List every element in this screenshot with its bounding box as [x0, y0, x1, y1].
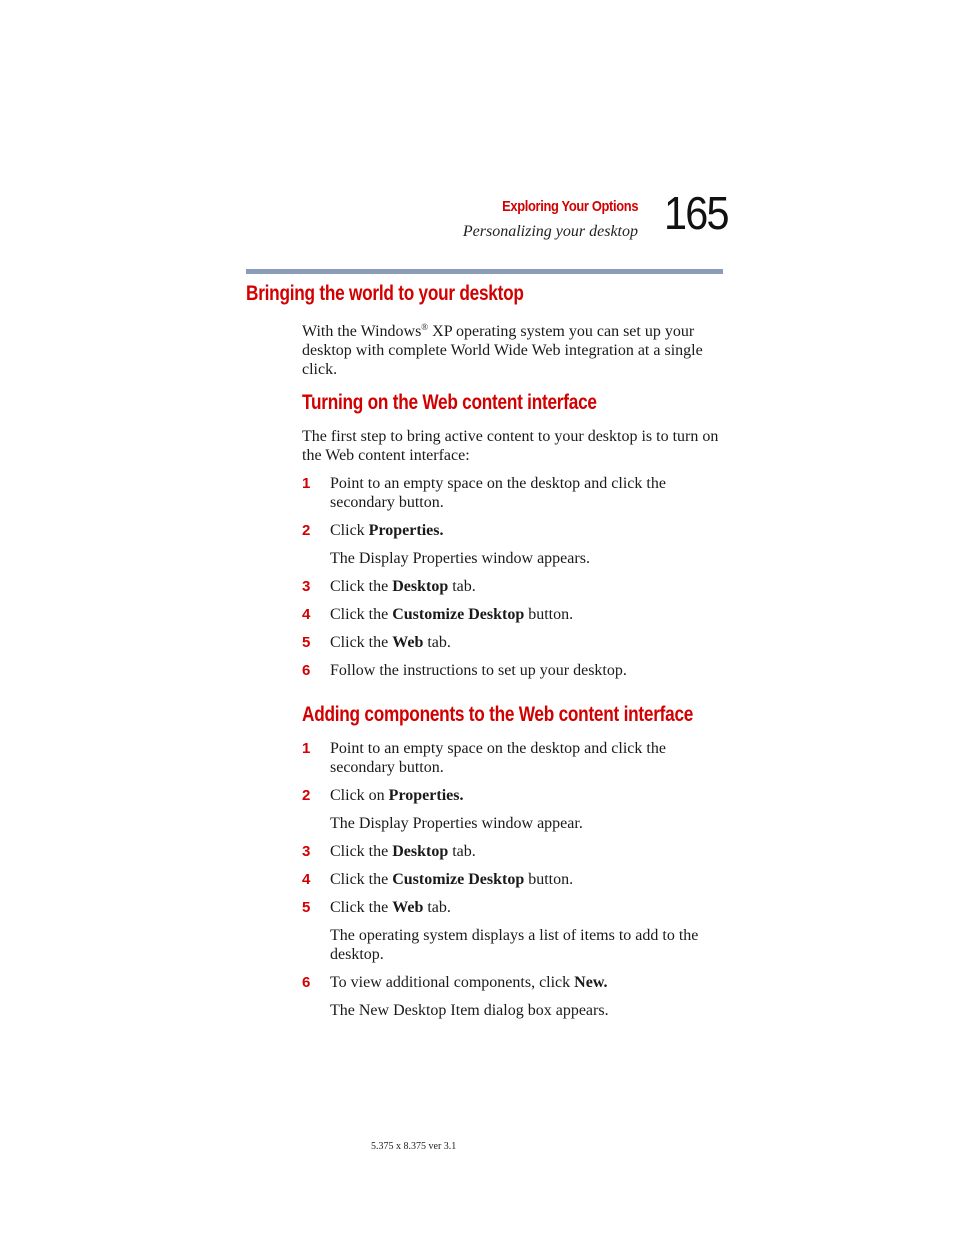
page-footer: 5.375 x 8.375 ver 3.1 — [371, 1141, 457, 1152]
step-note: The Display Properties window appears. — [330, 550, 590, 567]
step-text-bold: Customize Desktop — [392, 606, 525, 623]
step-text-pre: Click the — [330, 843, 393, 860]
step-text-bold: Web — [392, 899, 424, 916]
page-number: 165 — [664, 187, 728, 239]
step-note: The operating system displays a list of items to add to the desktop. — [330, 927, 699, 963]
intro-text-before: With the Windows — [302, 323, 422, 340]
registered-mark: ® — [421, 322, 429, 332]
subheading-turning-on: Turning on the Web content interface — [302, 391, 597, 414]
step-number: 4 — [302, 606, 311, 623]
step-number: 6 — [302, 974, 311, 991]
step-number: 2 — [302, 522, 311, 539]
step-text-post: tab. — [423, 899, 451, 916]
step-number: 1 — [302, 740, 311, 757]
step-text-bold: Desktop — [392, 578, 449, 595]
step-text — [330, 973, 727, 992]
step-text-post: tab. — [448, 843, 476, 860]
step-text-pre: Click — [330, 522, 369, 539]
step-text: Follow the instructions to set up your desktop. — [330, 662, 627, 679]
step-number: 1 — [302, 475, 311, 492]
step-text-bold: Desktop — [392, 843, 449, 860]
step-text-pre: Click on — [330, 787, 389, 804]
step-text-post: tab. — [448, 578, 476, 595]
header-rule — [246, 269, 723, 274]
step-text — [330, 870, 727, 889]
step-text — [330, 898, 727, 917]
step-text-bold: Customize Desktop — [392, 871, 525, 888]
section-title: Bringing the world to your desktop — [246, 282, 524, 305]
step-text-pre: Click the — [330, 899, 393, 916]
intro-text-after: XP operating system you can set up your desktop with complete World Wide Web integration at a single click. — [302, 323, 703, 378]
step-text-pre: To view additional components, click — [330, 974, 575, 991]
step-text-bold: New. — [574, 974, 608, 991]
step-text-bold: Web — [392, 634, 424, 651]
step-number: 5 — [302, 634, 311, 651]
step-text-pre: Click the — [330, 606, 393, 623]
step-text-pre: Click the — [330, 578, 393, 595]
step-text — [330, 633, 727, 652]
step-number: 2 — [302, 787, 311, 804]
running-header-chapter: Exploring Your Options — [501, 198, 638, 215]
step-note: The Display Properties window appear. — [330, 815, 583, 832]
step-text — [330, 521, 727, 540]
step-note: The New Desktop Item dialog box appears. — [330, 1002, 609, 1019]
step-number: 3 — [302, 578, 311, 595]
intro-paragraph — [302, 318, 727, 379]
step-text: Point to an empty space on the desktop and click the secondary button. — [330, 740, 666, 776]
step-number: 4 — [302, 871, 311, 888]
step-text-bold: Properties. — [368, 522, 444, 539]
step-text-post: button. — [524, 606, 574, 623]
step-text — [330, 605, 727, 624]
step-text-pre: Click the — [330, 871, 393, 888]
running-header-section: Personalizing your desktop — [462, 223, 638, 240]
step-text — [330, 786, 727, 805]
step-number: 3 — [302, 843, 311, 860]
step-text-bold: Properties. — [388, 787, 464, 804]
step-text-pre: Click the — [330, 634, 393, 651]
step-number: 5 — [302, 899, 311, 916]
step-number: 6 — [302, 662, 311, 679]
section1-intro: The first step to bring active content to your desktop is to turn on the Web content interface: — [302, 428, 719, 464]
step-text: Point to an empty space on the desktop and click the secondary button. — [330, 475, 666, 511]
step-text — [330, 842, 727, 861]
step-text-post: button. — [524, 871, 574, 888]
subheading-adding-components: Adding components to the Web content interface — [302, 703, 694, 726]
step-text-post: tab. — [423, 634, 451, 651]
step-text — [330, 577, 727, 596]
